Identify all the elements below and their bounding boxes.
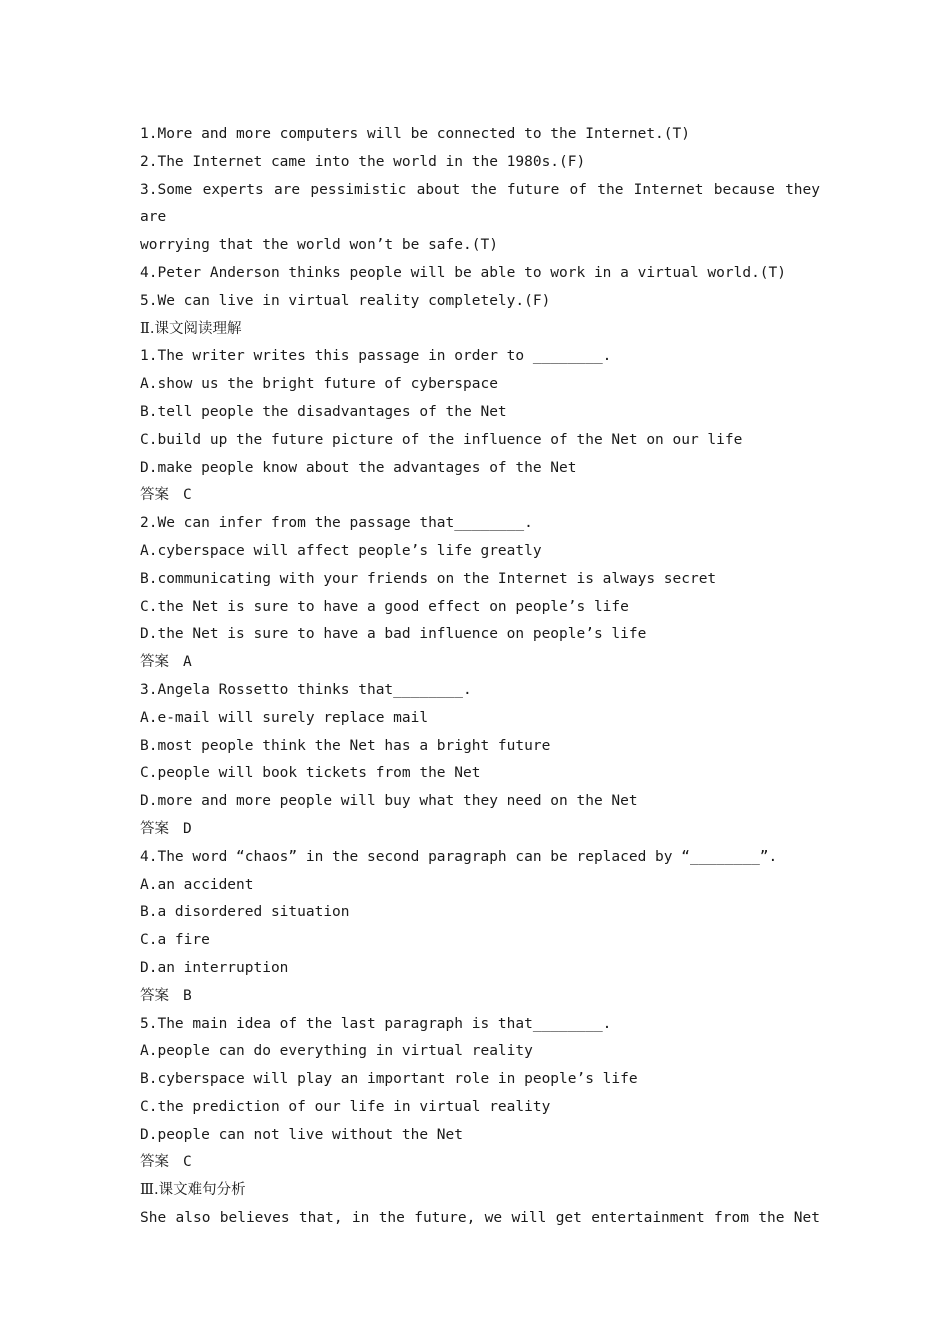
option-b: B.communicating with your friends on the Internet is always secret (140, 570, 717, 587)
answer-label: 答案 (140, 820, 169, 837)
option-c: C.build up the future picture of the influence of the Net on our life (140, 431, 743, 448)
answer-label: 答案 (140, 654, 169, 671)
tf-item-1: 1.More and more computers will be connected to the Internet.(T) (140, 126, 690, 142)
question-stem: 5.The main idea of the last paragraph is that________. (140, 1015, 612, 1032)
question-2 (140, 510, 820, 677)
answer-label: 答案 (140, 1154, 169, 1171)
question-1 (140, 343, 820, 510)
tf-item-3-line-2: worrying that the world won’t be safe.(T) (140, 237, 498, 254)
question-stem: 1.The writer writes this passage in order to ________. (140, 348, 612, 365)
answer-value: B (183, 987, 192, 1004)
answer-label: 答案 (140, 987, 169, 1004)
section-3-title: Ⅲ.课文难句分析 (140, 1182, 246, 1199)
question-4 (140, 844, 820, 1011)
answer-line (140, 816, 820, 844)
question-3 (140, 677, 820, 844)
option-d: D.make people know about the advantages of the Net (140, 459, 577, 476)
question-stem: 3.Angela Rossetto thinks that________. (140, 681, 472, 698)
option-b: B.cyberspace will play an important role in people’s life (140, 1071, 638, 1088)
option-c: C.a fire (140, 932, 210, 949)
tf-item-4: 4.Peter Anderson thinks people will be able to work in a virtual world.(T) (140, 264, 787, 281)
true-false-section (140, 121, 829, 316)
answer-value: A (183, 654, 192, 671)
option-c: C.the prediction of our life in virtual reality (140, 1098, 551, 1115)
answer-line (140, 983, 820, 1011)
option-b: B.tell people the disadvantages of the Net (140, 403, 507, 420)
answer-value: C (183, 487, 192, 504)
option-c: C.people will book tickets from the Net (140, 765, 481, 782)
option-d: D.people can not live without the Net (140, 1126, 464, 1143)
sentence-analysis-text: She also believes that, in the future, we will get entertainment from the Net (140, 1210, 820, 1227)
option-c: C.the Net is sure to have a good effect on people’s life (140, 598, 629, 615)
answer-value: D (183, 820, 192, 837)
answer-label: 答案 (140, 487, 169, 504)
answer-line (140, 649, 820, 677)
tf-item-2: 2.The Internet came into the world in the 1980s.(F) (140, 153, 586, 170)
answer-line (140, 1149, 820, 1177)
option-d: D.more and more people will buy what they need on the Net (140, 793, 638, 810)
option-a: A.cyberspace will affect people’s life greatly (140, 542, 542, 559)
option-a: A.e-mail will surely replace mail (140, 709, 429, 726)
answer-line (140, 482, 820, 510)
option-a: A.show us the bright future of cyberspace (140, 376, 498, 393)
option-d: D.an interruption (140, 959, 289, 976)
question-stem: 2.We can infer from the passage that________. (140, 515, 533, 532)
question-stem: 4.The word “chaos” in the second paragraph can be replaced by “________”. (140, 848, 778, 865)
question-5 (140, 1011, 820, 1178)
option-b: B.most people think the Net has a bright future (140, 737, 551, 754)
tf-item-3-line-1: 3.Some experts are pessimistic about the future of the Internet because they are (140, 181, 829, 226)
answer-value: C (183, 1154, 192, 1171)
tf-item-5: 5.We can live in virtual reality completely.(F) (140, 292, 551, 309)
option-a: A.people can do everything in virtual reality (140, 1043, 533, 1060)
option-b: B.a disordered situation (140, 904, 350, 921)
document-page (140, 121, 829, 1233)
option-d: D.the Net is sure to have a bad influence on people’s life (140, 626, 647, 643)
option-a: A.an accident (140, 876, 254, 893)
section-2-title: Ⅱ.课文阅读理解 (140, 320, 242, 337)
